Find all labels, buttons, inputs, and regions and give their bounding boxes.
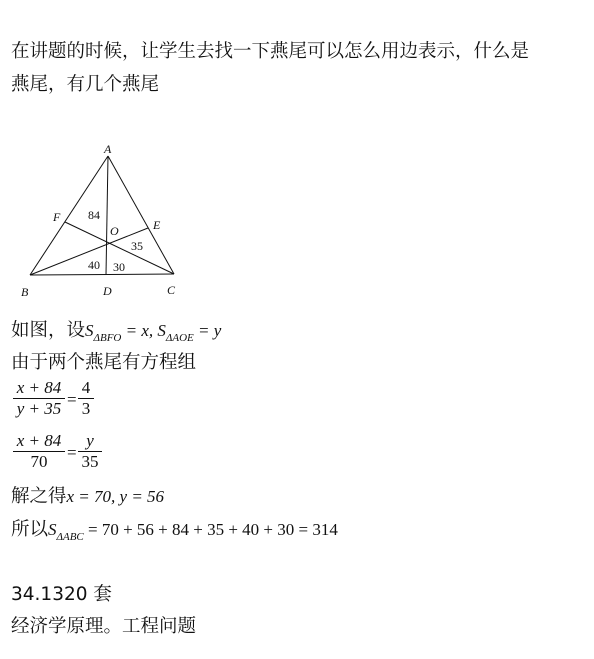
eq1-right-fraction: [78, 378, 94, 419]
cevian-AD: [106, 156, 108, 275]
label-B: B: [21, 285, 29, 299]
eq2-right-fraction: [78, 431, 102, 472]
eq1-numerator: x + 84: [16, 378, 62, 397]
eq1-denominator: y + 35: [13, 398, 65, 419]
eq2-numerator: x + 84: [16, 431, 62, 450]
intro-line-2: 燕尾，有几个燕尾: [11, 74, 160, 95]
eq1-left-fraction: [13, 378, 65, 419]
setup-line: [11, 316, 221, 342]
s1-symbol: S: [85, 321, 94, 340]
side-AC: [108, 156, 174, 274]
s1-subscript: ΔBFO: [93, 332, 122, 344]
eq2-right-numerator: y: [86, 431, 94, 450]
total-s-symbol: S: [48, 520, 57, 539]
eq2-left-fraction: [13, 431, 65, 472]
solution-values: x = 70, y = 56: [66, 487, 165, 506]
area-84: 84: [88, 208, 100, 222]
eq1-right-numerator: 4: [81, 378, 91, 397]
label-F: F: [53, 210, 61, 224]
total-expression: = 70 + 56 + 84 + 35 + 40 + 30 = 314: [83, 520, 338, 539]
label-C: C: [167, 283, 176, 297]
label-E: E: [153, 218, 161, 232]
s2-value: = y: [193, 321, 222, 340]
solution-line: [11, 482, 164, 508]
label-D: D: [103, 284, 112, 298]
s2-subscript: ΔAOE: [165, 332, 194, 344]
intro-line-1: 在讲题的时候，让学生去找一下燕尾可以怎么用边表示，什么是: [11, 41, 530, 62]
equations-intro: 由于两个燕尾有方程组: [11, 352, 197, 373]
area-30: 30: [113, 260, 125, 274]
total-prefix: 所以: [11, 519, 49, 540]
eq1-equals: =: [67, 390, 77, 409]
s2-symbol: S: [157, 321, 166, 340]
eq2-equals: =: [67, 443, 77, 462]
footer-line-1: 34.1320 套: [11, 584, 112, 605]
setup-prefix: 如图，设: [11, 320, 86, 341]
total-subscript: ΔABC: [56, 531, 84, 543]
s1-value: = x,: [121, 321, 158, 340]
label-O: O: [110, 224, 119, 238]
side-BC: [30, 274, 174, 275]
eq1-right-denominator: 3: [78, 398, 94, 419]
area-35: 35: [131, 239, 143, 253]
area-40: 40: [88, 258, 100, 272]
footer-line-2: 经济学原理。工程问题: [11, 616, 197, 637]
total-line: [11, 515, 338, 541]
triangle-figure: [0, 140, 200, 305]
solution-prefix: 解之得: [11, 486, 67, 507]
eq2-denominator: 70: [13, 451, 65, 472]
label-A: A: [104, 142, 112, 156]
eq2-right-denominator: 35: [78, 451, 102, 472]
